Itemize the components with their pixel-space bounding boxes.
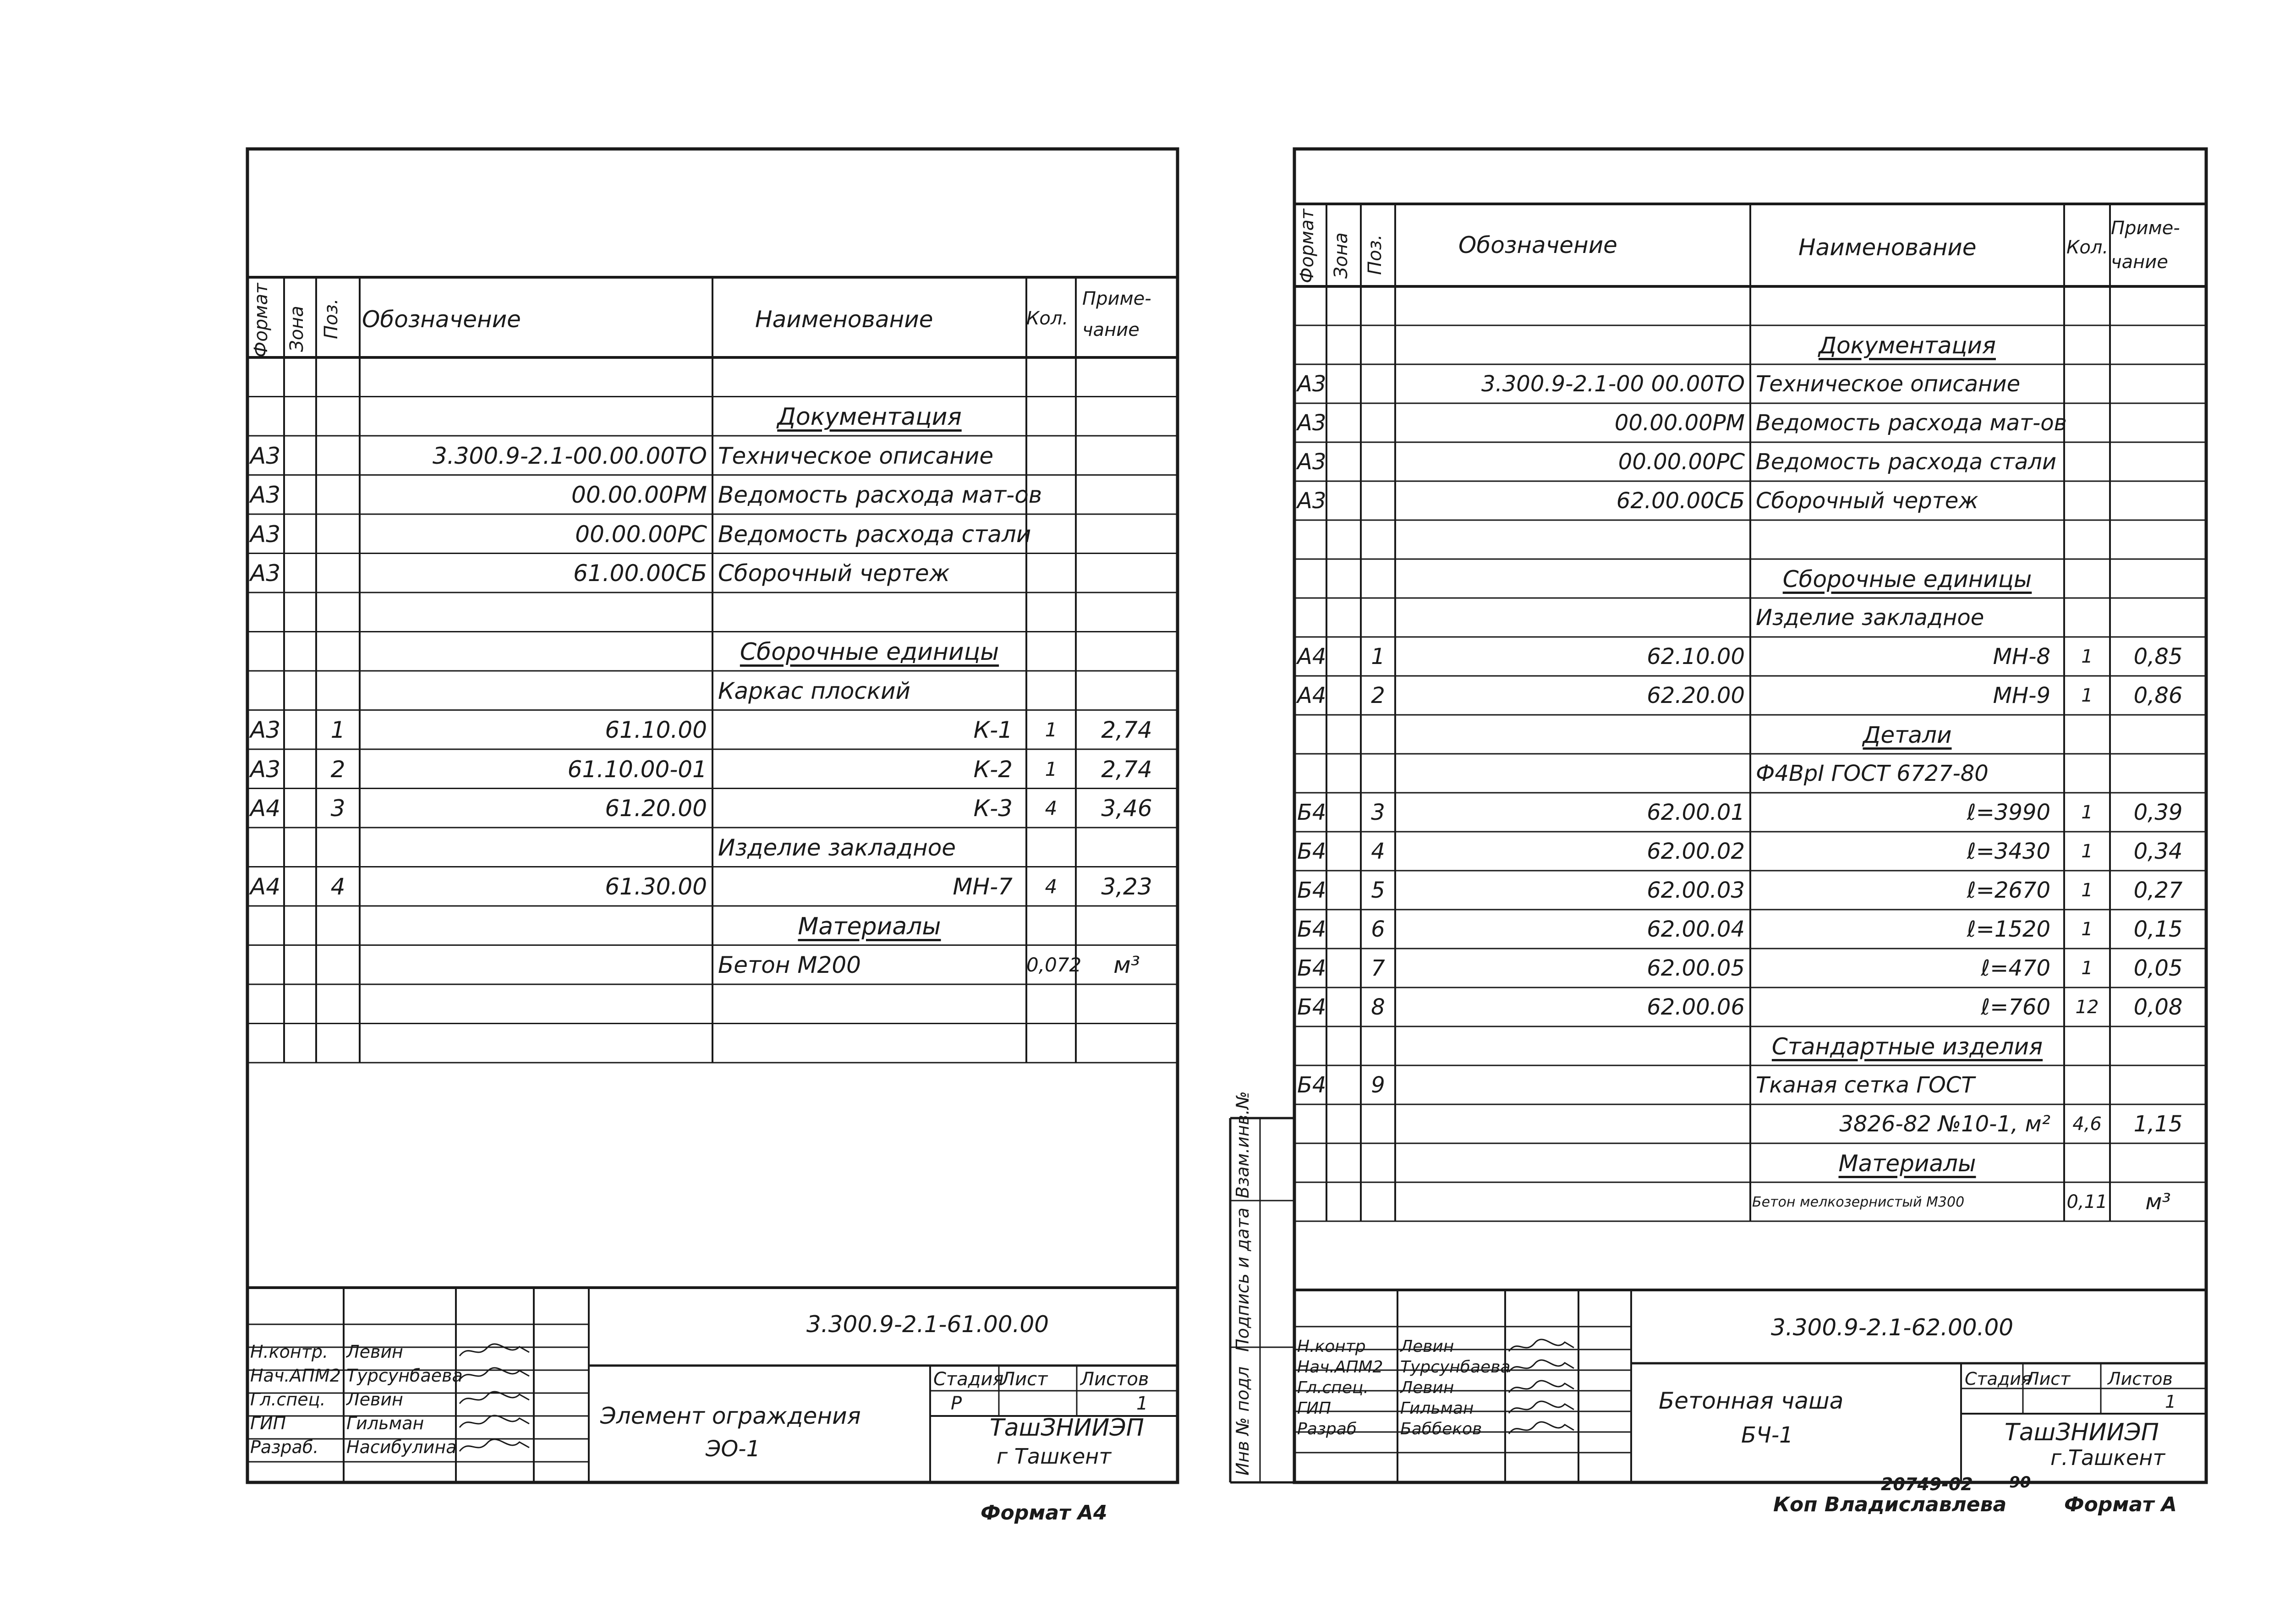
cell-note: 0,27 (2133, 877, 2183, 903)
organization: ТашЗНИИЭП (990, 1414, 1144, 1442)
cell-name: ℓ=760 (1981, 994, 2050, 1020)
cell-note: 0,15 (2133, 916, 2183, 942)
signatory-role: Н.контр (1297, 1337, 1366, 1356)
cell-name: Ведомость расхода стали (1756, 449, 2057, 475)
signatory-role: Разраб. (250, 1437, 319, 1457)
header-note-line1: Приме- (1082, 288, 1151, 309)
section-heading: Сборочные единицы (740, 638, 999, 666)
signatory-name: Левин (1400, 1337, 1454, 1356)
cell-position: 6 (1371, 916, 1385, 942)
cell-note: 0,08 (2133, 994, 2183, 1020)
cell-quantity: 1 (1045, 757, 1058, 780)
cell-position: 3 (330, 795, 345, 822)
header-name: Наименование (1798, 234, 1977, 261)
signatory-role: Н.контр. (250, 1342, 329, 1362)
signatory-role: Гл.спец. (250, 1389, 326, 1410)
cell-designation: 62.20.00 (1647, 682, 1745, 708)
signature-mark (459, 1366, 530, 1384)
signatory-role: Нач.АПМ2 (1297, 1358, 1383, 1377)
city: г.Ташкент (2050, 1445, 2165, 1470)
signatory-name: Баббеков (1400, 1420, 1482, 1438)
signatory-role: Разраб (1297, 1420, 1357, 1438)
format-note: Формат А4 (981, 1501, 1107, 1525)
cell-quantity: 4,6 (2072, 1113, 2102, 1135)
cell-format: Б4 (1297, 955, 1326, 981)
sheet-label: Лист (2026, 1369, 2071, 1389)
cell-format: А3 (250, 756, 281, 783)
signature-mark (1508, 1379, 1575, 1397)
cell-format: Б4 (1297, 877, 1326, 903)
cell-format: А3 (250, 560, 281, 587)
header-designation: Обозначение (362, 306, 521, 333)
signatory-role: Нач.АПМ2 (250, 1366, 341, 1386)
signature-mark (1508, 1399, 1575, 1418)
cell-quantity: 1 (2081, 840, 2093, 862)
cell-name: Техническое описание (718, 442, 994, 469)
cell-note: 3,23 (1101, 873, 1152, 900)
cell-position: 4 (1371, 838, 1385, 864)
header-pos: Поз. (321, 298, 342, 339)
spec-sheet-2 (1230, 147, 2211, 1516)
section-heading: Детали (1863, 721, 1952, 748)
document-subtitle: БЧ-1 (1741, 1422, 1793, 1448)
cell-format: А4 (250, 873, 281, 900)
cell-quantity: 1 (2081, 646, 2093, 667)
cell-note: 0,85 (2133, 643, 2183, 669)
cell-designation: 00.00.00РМ (1614, 410, 1745, 436)
cell-note: 2,74 (1101, 756, 1152, 783)
cell-format: А3 (1297, 371, 1326, 397)
header-note-line1: Приме- (2111, 218, 2180, 239)
cell-format: А3 (1297, 488, 1326, 514)
header-name: Наименование (755, 306, 933, 333)
cell-name: К-2 (973, 756, 1013, 783)
signature-mark (1508, 1420, 1575, 1438)
cell-quantity: 0,072 (1026, 954, 1082, 977)
cell-format: Б4 (1297, 1072, 1326, 1098)
cell-format: А3 (250, 717, 281, 744)
header-designation: Обозначение (1458, 232, 1617, 258)
label-podpis-data: Подпись и дата (1233, 1207, 1253, 1352)
cell-name: Ведомость расхода мат-ов (718, 482, 1042, 509)
signatory-name: Турсунбаева (346, 1366, 463, 1386)
cell-position: 3 (1371, 799, 1385, 825)
cell-name: ℓ=3430 (1967, 838, 2050, 864)
cell-format: А3 (250, 521, 281, 548)
signature-mark (1508, 1358, 1575, 1377)
signatory-name: Насибулина (346, 1437, 457, 1457)
signatory-name: Левин (346, 1342, 403, 1362)
cell-note: 2,74 (1101, 717, 1152, 744)
cell-name: К-1 (973, 717, 1013, 744)
signatory-name: Левин (1400, 1378, 1454, 1397)
cell-note: 0,86 (2133, 682, 2183, 708)
signature-mark (1508, 1338, 1575, 1356)
cell-format: Б4 (1297, 838, 1326, 864)
header-zone: Зона (1331, 232, 1352, 279)
cell-name: 3826-82 №10-1, м² (1839, 1111, 2050, 1137)
cell-designation: 62.00.04 (1647, 916, 1745, 942)
cell-name: ℓ=3990 (1967, 799, 2050, 825)
sheets-label: Листов (2108, 1369, 2173, 1389)
header-note-line2: чание (1082, 319, 1140, 340)
cell-name: Бетон мелкозернистый М300 (1752, 1194, 1965, 1210)
cell-format: А3 (250, 442, 281, 469)
city: г Ташкент (997, 1444, 1112, 1469)
label-vzam-inv: Взам.инв.№ (1233, 1091, 1253, 1198)
cell-name: ℓ=1520 (1967, 916, 2050, 942)
cell-note: м³ (1113, 952, 1140, 979)
document-code: 3.300.9-2.1-61.00.00 (806, 1311, 1049, 1338)
header-pos: Поз. (1364, 234, 1386, 275)
cell-designation: 61.20.00 (605, 795, 707, 822)
cell-designation: 61.10.00-01 (567, 756, 707, 783)
signatory-role: ГИП (1297, 1399, 1332, 1418)
cell-format: А4 (250, 795, 281, 822)
cell-format: Б4 (1297, 799, 1326, 825)
header-note-line2: чание (2111, 252, 2168, 273)
label-inv-podl: Инв № подл (1233, 1366, 1253, 1476)
document-subtitle: ЭО-1 (706, 1436, 761, 1462)
header-format: Формат (1297, 208, 1318, 283)
signatory-name: Гильман (346, 1413, 424, 1433)
cell-position: 2 (1371, 682, 1385, 708)
signatory-role: Гл.спец. (1297, 1378, 1369, 1397)
cell-name: Бетон М200 (718, 952, 861, 979)
cell-name: Каркас плоский (718, 677, 911, 704)
cell-format: Б4 (1297, 994, 1326, 1020)
spec-sheet-1 (247, 147, 1180, 1525)
document-code: 3.300.9-2.1-62.00.00 (1771, 1314, 2014, 1341)
section-heading: Материалы (1838, 1150, 1976, 1177)
cell-name: Изделие закладное (1756, 604, 1984, 631)
cell-designation: 62.00.03 (1647, 877, 1745, 903)
cell-note: 0,39 (2133, 799, 2183, 825)
cell-name: МН-9 (1993, 682, 2050, 708)
section-heading: Сборочные единицы (1782, 565, 2032, 593)
signature-mark (459, 1342, 530, 1361)
sheet-label: Лист (1001, 1369, 1048, 1390)
cell-designation: 62.00.00СБ (1616, 488, 1745, 514)
cell-name: К-3 (973, 795, 1013, 822)
cell-quantity: 12 (2075, 996, 2099, 1018)
cell-position: 8 (1371, 994, 1385, 1020)
signatory-name: Гильман (1400, 1399, 1474, 1418)
cell-note: 1,15 (2133, 1111, 2183, 1137)
cell-designation: 00.00.00РС (1618, 449, 1745, 475)
cell-format: А4 (1297, 682, 1326, 708)
cell-quantity: 4 (1045, 797, 1058, 820)
cell-position: 2 (330, 756, 345, 783)
cell-designation: 62.00.02 (1647, 838, 1745, 864)
sheets-value: 1 (1136, 1393, 1148, 1414)
cell-position: 1 (330, 717, 345, 744)
cell-name: Тканая сетка ГОСТ (1756, 1072, 1975, 1098)
section-heading: Материалы (798, 912, 941, 940)
cell-position: 9 (1371, 1072, 1385, 1098)
organization: ТашЗНИИЭП (2005, 1419, 2159, 1446)
cell-position: 5 (1371, 877, 1385, 903)
cell-quantity: 4 (1045, 875, 1058, 898)
cell-name: ℓ=2670 (1967, 877, 2050, 903)
sheets-value: 1 (2165, 1392, 2176, 1412)
cell-name: МН-7 (953, 873, 1013, 900)
cell-format: А3 (1297, 449, 1326, 475)
cell-name: Сборочный чертеж (1756, 488, 1978, 514)
signature-mark (459, 1414, 530, 1432)
cell-name: Сборочный чертеж (718, 560, 950, 587)
cell-name: Изделие закладное (718, 834, 956, 861)
signatory-role: ГИП (250, 1413, 286, 1433)
header-qty: Кол. (1026, 308, 1069, 329)
cell-designation: 62.00.05 (1647, 955, 1745, 981)
cell-quantity: 1 (2081, 879, 2093, 901)
header-zone: Зона (286, 306, 307, 352)
header-format: Формат (251, 283, 272, 357)
signature-mark (459, 1437, 530, 1456)
cell-name: Ведомость расхода мат-ов (1756, 410, 2067, 436)
archive-number: 90 (2009, 1473, 2031, 1492)
signatory-name: Турсунбаева (1400, 1358, 1511, 1377)
cell-note: 0,05 (2133, 955, 2183, 981)
sheets-label: Листов (1080, 1369, 1149, 1390)
cell-quantity: 1 (2081, 685, 2093, 706)
format-note: Формат А (2064, 1493, 2177, 1516)
cell-designation: 61.00.00СБ (573, 560, 707, 587)
cell-quantity: 1 (2081, 957, 2093, 979)
cell-designation: 3.300.9-2.1-00 00.00ТО (1481, 371, 1745, 397)
document-title: Бетонная чаша (1659, 1388, 1844, 1414)
cell-format: А3 (1297, 410, 1326, 436)
section-heading: Стандартные изделия (1771, 1033, 2043, 1060)
cell-designation: 62.10.00 (1647, 643, 1745, 669)
cell-designation: 00.00.00РС (575, 521, 707, 548)
cell-quantity: 0,11 (2066, 1191, 2108, 1213)
cell-designation: 62.00.01 (1647, 799, 1745, 825)
cell-name: Ф4ВрI ГОСТ 6727-80 (1756, 760, 1989, 786)
cell-format: А3 (250, 482, 281, 509)
cell-quantity: 1 (1045, 719, 1058, 741)
cell-format: Б4 (1297, 916, 1326, 942)
cell-name: ℓ=470 (1981, 955, 2050, 981)
copier-name: Коп Владиславлева (1773, 1493, 2007, 1516)
cell-quantity: 1 (2081, 918, 2093, 940)
cell-format: А4 (1297, 643, 1326, 669)
signatory-name: Левин (346, 1389, 403, 1410)
cell-designation: 3.300.9-2.1-00.00.00ТО (433, 442, 707, 469)
cell-designation: 00.00.00РМ (571, 482, 707, 509)
cell-position: 7 (1371, 955, 1385, 981)
header-qty: Кол. (2066, 237, 2109, 258)
archive-code: 20749-02 (1881, 1474, 1973, 1494)
cell-note: м³ (2145, 1189, 2171, 1215)
stage-value: Р (951, 1393, 962, 1414)
cell-note: 3,46 (1101, 795, 1152, 822)
stage-label: Стадия (933, 1369, 1004, 1390)
cell-name: Ведомость расхода стали (718, 521, 1031, 548)
cell-quantity: 1 (2081, 801, 2093, 823)
section-heading: Документация (1819, 332, 1996, 359)
cell-position: 4 (330, 873, 345, 900)
signature-mark (459, 1390, 530, 1408)
cell-designation: 61.10.00 (605, 717, 707, 744)
cell-name: МН-8 (1993, 643, 2050, 669)
cell-designation: 61.30.00 (605, 873, 707, 900)
stage-label: Стадия (1965, 1369, 2032, 1389)
section-heading: Документация (777, 403, 962, 431)
cell-name: Техническое описание (1756, 371, 2021, 397)
cell-position: 1 (1371, 643, 1385, 669)
cell-note: 0,34 (2133, 838, 2183, 864)
cell-designation: 62.00.06 (1647, 994, 1745, 1020)
document-title: Элемент ограждения (600, 1403, 861, 1429)
